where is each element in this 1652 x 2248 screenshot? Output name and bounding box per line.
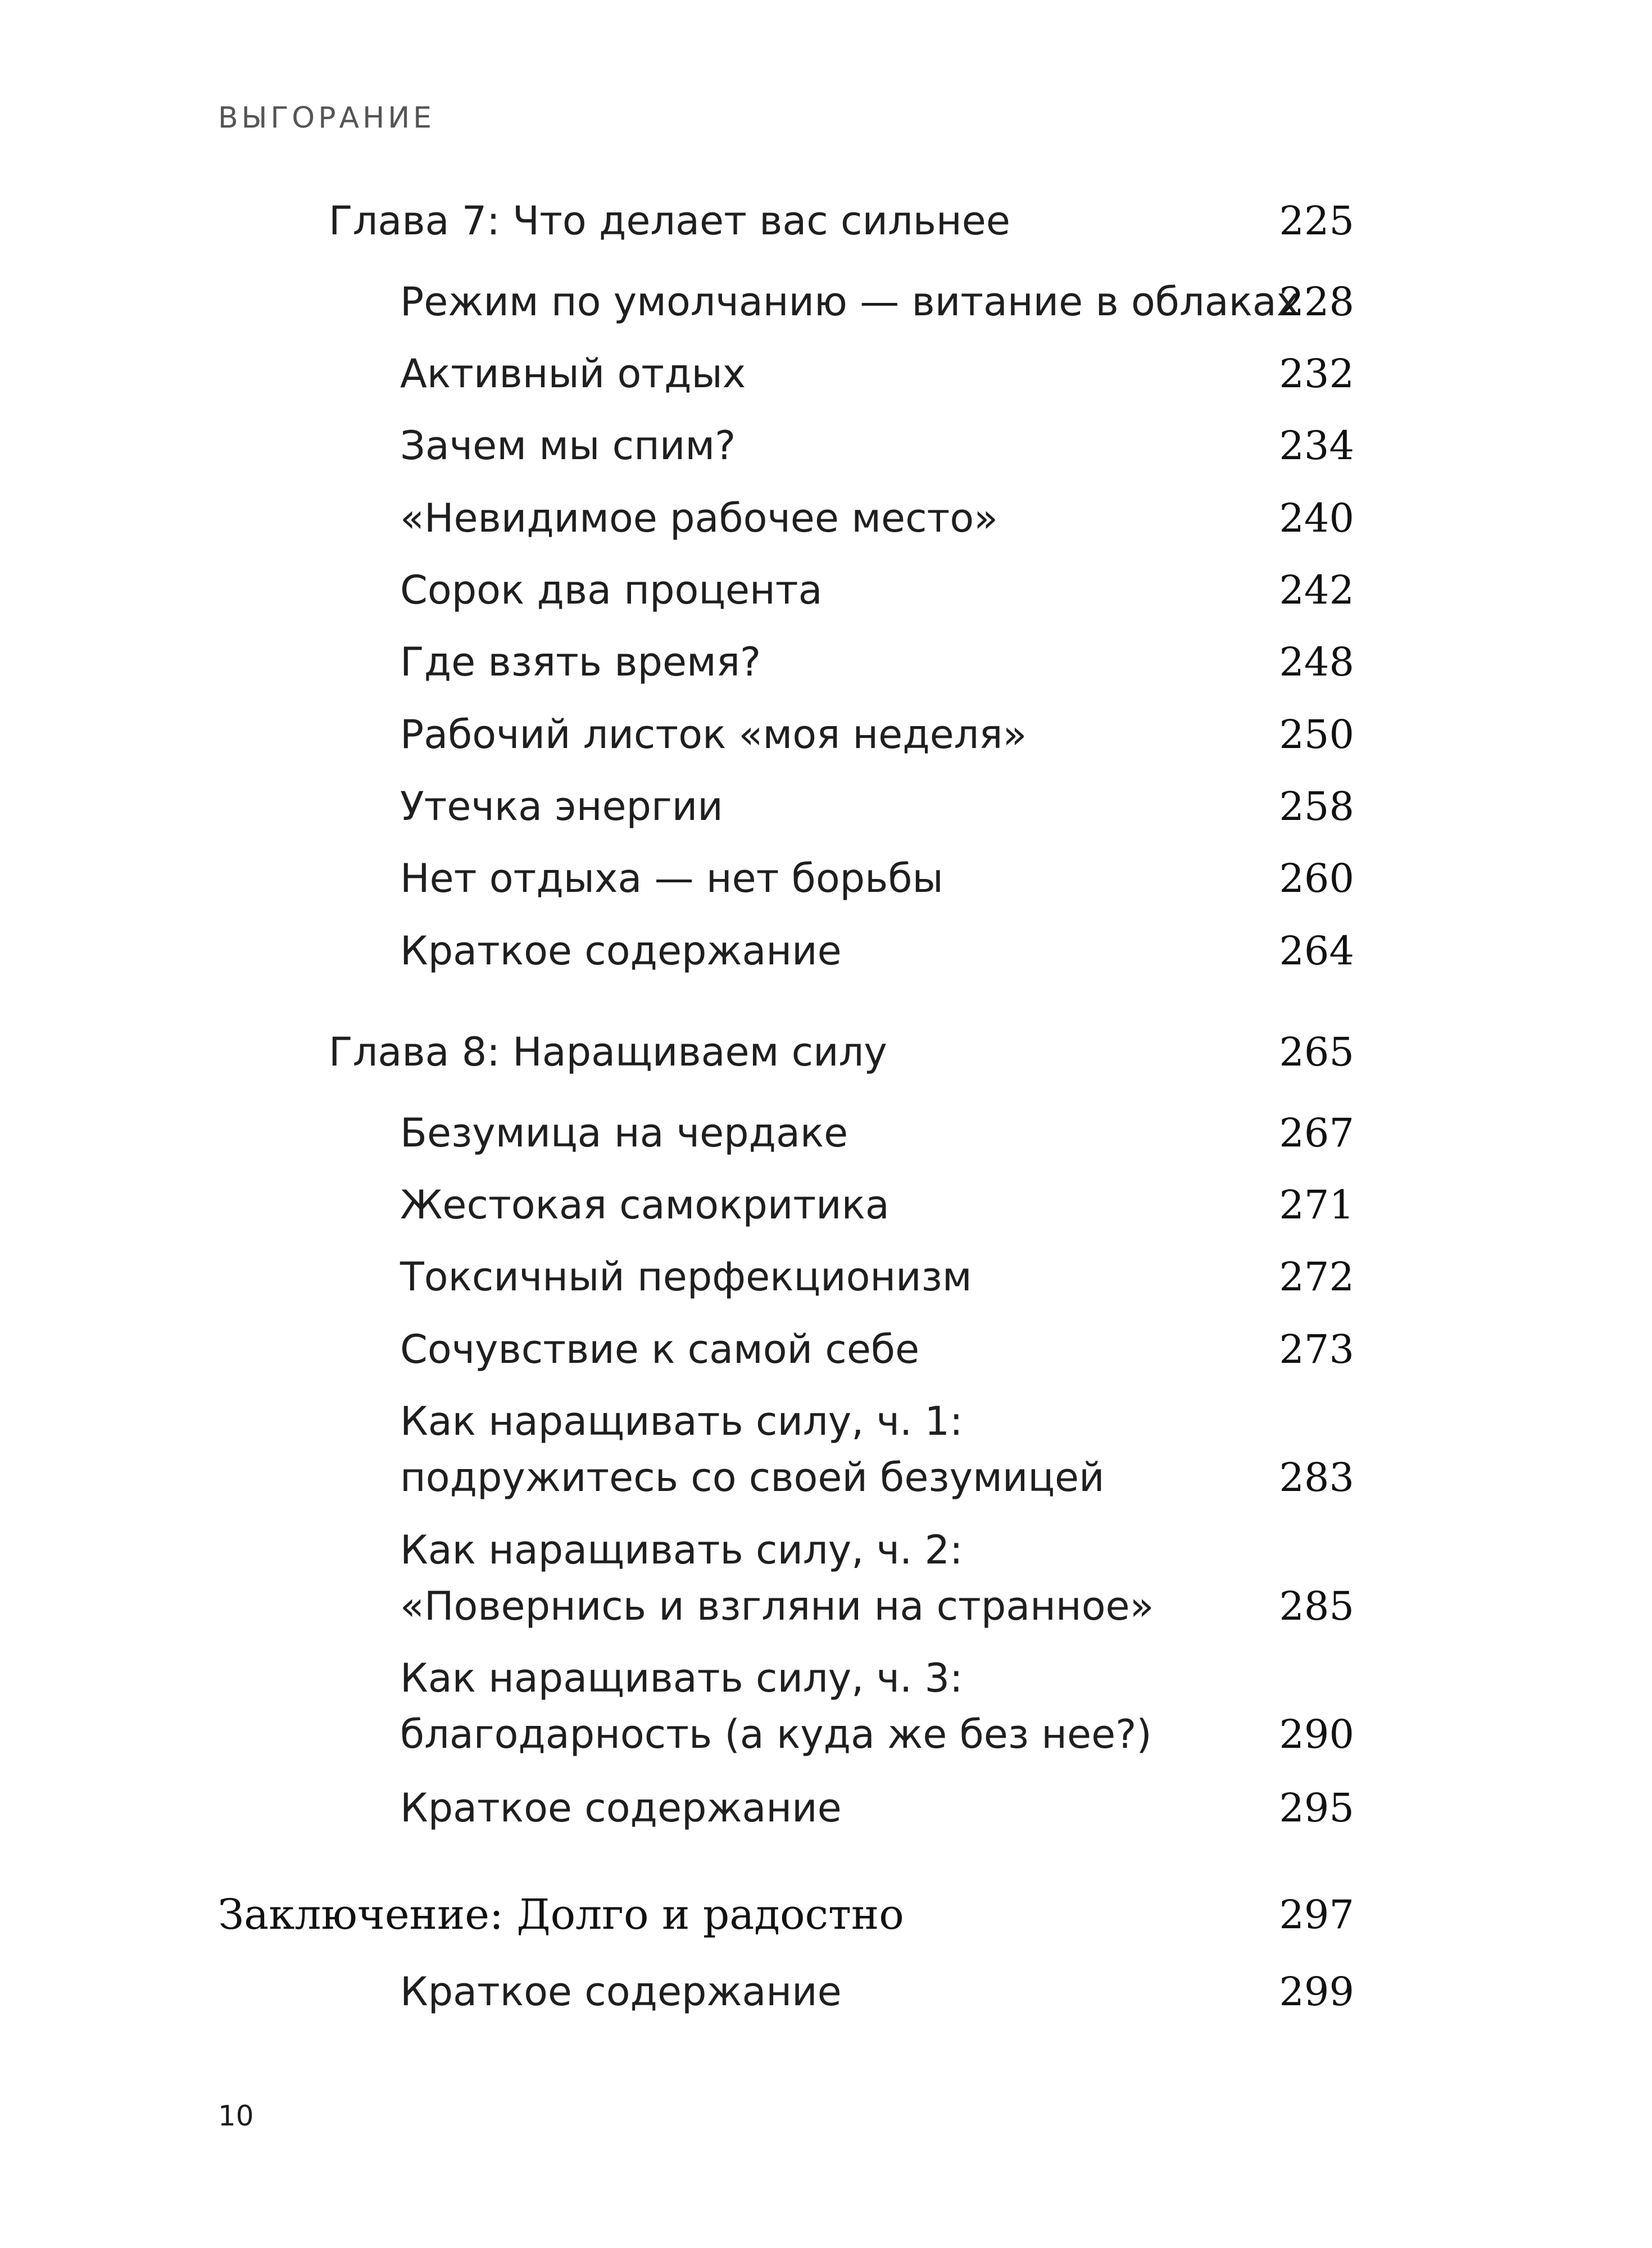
toc-section[interactable]	[0, 1321, 1652, 1394]
toc-title-line1: Как наращивать силу, ч. 1:	[400, 1398, 963, 1444]
toc-title-line2: подружитесь со своей безумицей	[400, 1454, 1105, 1501]
toc-title: Режим по умолчанию — витание в облаках	[400, 279, 1300, 325]
toc-page-number: 271	[1279, 1182, 1354, 1228]
toc-title: Краткое содержание	[400, 928, 842, 974]
toc-title: Сорок два процента	[400, 567, 823, 613]
toc-section[interactable]	[0, 778, 1652, 851]
toc-page-number: 242	[1279, 567, 1354, 613]
toc-section[interactable]	[0, 346, 1652, 419]
toc-page-number: 297	[1279, 1892, 1354, 1938]
toc-page-number: 258	[1279, 783, 1354, 830]
toc-title: Утечка энергии	[400, 783, 723, 830]
toc-page-number: 260	[1279, 855, 1354, 901]
toc-section[interactable]	[0, 1780, 1652, 1853]
toc-page-number: 232	[1279, 351, 1354, 397]
toc-title: Зачем мы спим?	[400, 423, 736, 469]
toc-page-number: 283	[1279, 1454, 1354, 1501]
toc-page-number: 264	[1279, 928, 1354, 974]
toc-title: Глава 8: Наращиваем силу	[329, 1029, 887, 1075]
toc-section[interactable]	[0, 1522, 1652, 1651]
toc-section[interactable]	[0, 1249, 1652, 1322]
toc-title: Нет отдыха — нет борьбы	[400, 855, 943, 901]
toc-title: «Невидимое рабочее место»	[400, 495, 998, 541]
toc-page-number: 248	[1279, 639, 1354, 685]
running-header: ВЫГОРАНИЕ	[218, 101, 435, 135]
toc-title: Безумица на чердаке	[400, 1110, 848, 1156]
toc-page-number: 225	[1279, 198, 1354, 244]
toc-title: Активный отдых	[400, 351, 746, 397]
toc-section[interactable]	[0, 850, 1652, 923]
toc-page-number: 272	[1279, 1254, 1354, 1300]
toc-title-line2: благодарность (а куда же без нее?)	[400, 1711, 1152, 1757]
toc-page-number: 250	[1279, 711, 1354, 758]
toc-title-line1: Как наращивать силу, ч. 3:	[400, 1655, 963, 1701]
toc-title: Краткое содержание	[400, 1785, 842, 1831]
toc-title: Заключение: Долго и радостно	[218, 1891, 904, 1939]
toc-title-line2: «Повернись и взгляни на странное»	[400, 1583, 1154, 1629]
toc-section[interactable]	[0, 634, 1652, 707]
toc-page-number: 234	[1279, 423, 1354, 469]
toc-page-number: 240	[1279, 495, 1354, 541]
toc-section[interactable]	[0, 1650, 1652, 1779]
toc-section[interactable]	[0, 1105, 1652, 1178]
toc-section[interactable]	[0, 418, 1652, 491]
toc-title: Краткое содержание	[400, 1969, 842, 2015]
toc-title: Где взять время?	[400, 639, 761, 685]
toc-title: Токсичный перфекционизм	[400, 1254, 972, 1300]
toc-title: Жестокая самокритика	[400, 1182, 889, 1228]
toc-page-number: 295	[1279, 1785, 1354, 1831]
toc-section[interactable]	[0, 1393, 1652, 1522]
toc-section[interactable]	[0, 274, 1652, 347]
toc-section[interactable]	[0, 562, 1652, 635]
toc-chapter[interactable]	[0, 1024, 1652, 1097]
toc-section[interactable]	[0, 923, 1652, 996]
toc-section[interactable]	[0, 1177, 1652, 1250]
toc-title: Глава 7: Что делает вас сильнее	[329, 198, 1010, 244]
toc-section[interactable]	[0, 490, 1652, 563]
toc-chapter[interactable]	[0, 193, 1652, 266]
toc-page-number: 267	[1279, 1110, 1354, 1156]
toc-section[interactable]	[0, 706, 1652, 779]
toc-title: Рабочий листок «моя неделя»	[400, 711, 1027, 758]
toc-section[interactable]	[0, 1964, 1652, 2037]
toc-title-line1: Как наращивать силу, ч. 2:	[400, 1527, 963, 1573]
toc-title: Сочувствие к самой себе	[400, 1326, 920, 1372]
toc-page-number: 299	[1279, 1969, 1354, 2015]
toc-page-number: 228	[1279, 279, 1354, 325]
toc-page-number: 273	[1279, 1326, 1354, 1372]
page-number: 10	[218, 2100, 254, 2132]
toc-page-number: 290	[1279, 1711, 1354, 1757]
toc-conclusion[interactable]	[0, 1887, 1652, 1960]
toc-page-number: 285	[1279, 1583, 1354, 1629]
toc-page-number: 265	[1279, 1029, 1354, 1075]
